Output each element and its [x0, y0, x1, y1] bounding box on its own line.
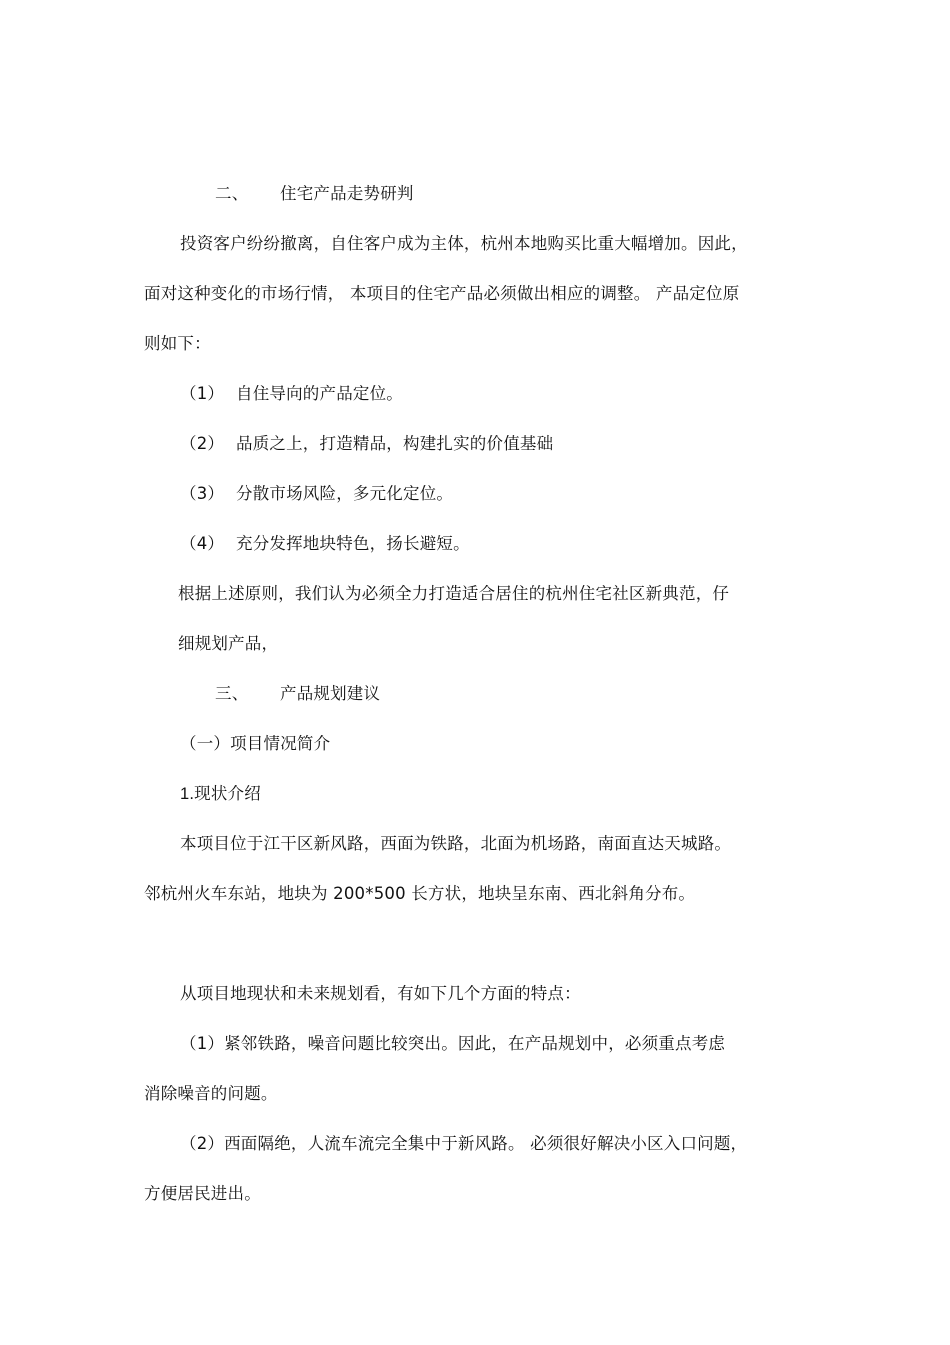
section2-title: 住宅产品走势研判 [280, 184, 414, 203]
principle-text: 品质之上，打造精品，构建扎实的价值基础 [236, 434, 554, 453]
paragraph-line: 邻杭州火车东站，地块为 200*500 长方状，地块呈东南、西北斜角分布。 [144, 884, 696, 903]
principle-number: （2） [180, 434, 225, 453]
principle-number: （3） [180, 484, 225, 503]
paragraph-line: 投资客户纷纷撤离，自住客户成为主体，杭州本地购买比重大幅增加。因此， [180, 234, 748, 253]
conclusion-line: 细规划产品， [178, 634, 279, 653]
principle-text: 分散市场风险，多元化定位。 [236, 484, 454, 503]
paragraph-line: 面对这种变化的市场行情， 本项目的住宅产品必须做出相应的调整。 产品定位原 [144, 284, 740, 303]
principle-number: （1） [180, 384, 225, 403]
paragraph-line: （2）西面隔绝，人流车流完全集中于新风路。 必须很好解决小区入口问题， [180, 1134, 748, 1153]
conclusion-line: 根据上述原则，我们认为必须全力打造适合居住的杭州住宅社区新典范，仔 [178, 584, 730, 603]
paragraph-line: 消除噪音的问题。 [144, 1084, 278, 1103]
principle-text: 自住导向的产品定位。 [236, 384, 403, 403]
paragraph-line: 方便居民进出。 [144, 1184, 261, 1203]
paragraph-line: 本项目位于江干区新风路，西面为铁路，北面为机场路，南面直达天城路。 [180, 834, 732, 853]
subsection-heading: （一）项目情况简介 [180, 734, 331, 753]
section3-title: 产品规划建议 [280, 684, 381, 703]
features-intro: 从项目地现状和未来规划看，有如下几个方面的特点： [180, 984, 581, 1003]
section3-number: 三、 [215, 684, 249, 703]
subsubsection-heading: 1.现状介绍 [180, 785, 261, 803]
paragraph-line: （1）紧邻铁路，噪音问题比较突出。因此，在产品规划中，必须重点考虑 [180, 1034, 726, 1053]
paragraph-line: 则如下： [144, 334, 211, 353]
principle-number: （4） [180, 534, 225, 553]
principle-text: 充分发挥地块特色，扬长避短。 [236, 534, 470, 553]
section2-number: 二、 [215, 184, 249, 203]
